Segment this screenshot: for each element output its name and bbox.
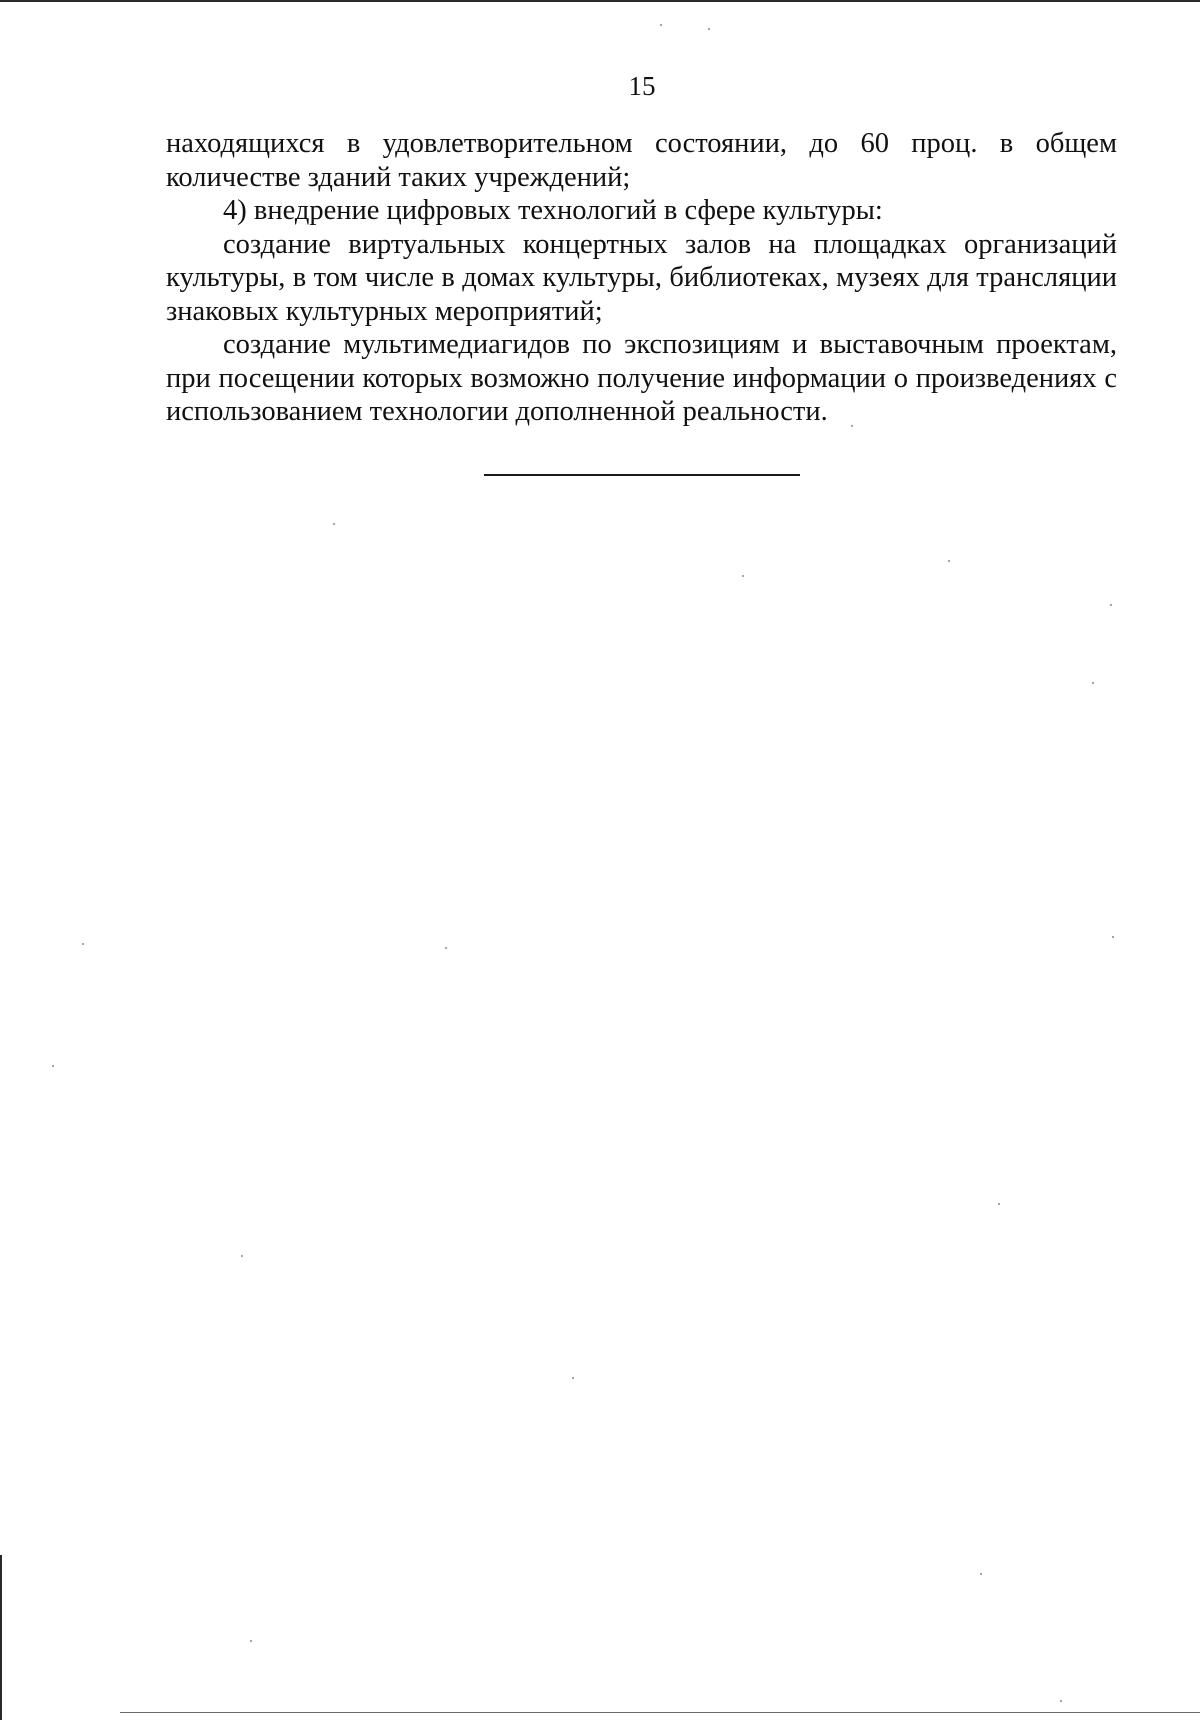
- scan-speck: [82, 943, 84, 945]
- scan-speck: [998, 1203, 1000, 1205]
- scan-edge-top: [0, 0, 1200, 2]
- scan-speck: [250, 1640, 252, 1642]
- paragraph-virtual-concert-halls: создание виртуальных концертных залов на площадках организаций культуры, в том числе в домах культуры, библиотеках, музеях для трансляции знаковых культурных мероприятий;: [166, 228, 1117, 327]
- scan-speck: [572, 1377, 574, 1379]
- scan-speck: [1112, 936, 1114, 938]
- end-separator-line: [484, 474, 800, 476]
- scan-speck: [52, 1065, 54, 1067]
- scan-edge-bottom: [120, 1712, 1200, 1713]
- scan-speck: [948, 560, 950, 562]
- scan-speck: [241, 1255, 243, 1257]
- scan-speck: [333, 523, 335, 525]
- scan-speck: [742, 575, 744, 577]
- page-number: 15: [628, 71, 656, 101]
- scan-speck: [1060, 1700, 1062, 1702]
- scan-edge-left: [0, 1555, 2, 1720]
- scan-speck: [660, 24, 662, 26]
- scan-speck: [980, 1573, 982, 1575]
- scan-speck: [1092, 682, 1094, 684]
- scan-speck: [445, 947, 447, 949]
- document-body: [166, 127, 1117, 429]
- paragraph-continuation: находящихся в удовлетворительном состоянии, до 60 проц. в общем количестве зданий таких учреждений;: [166, 128, 1117, 193]
- scan-speck: [708, 28, 710, 30]
- paragraph-item-4-heading: 4) внедрение цифровых технологий в сфере культуры:: [223, 195, 883, 226]
- scan-speck: [1110, 604, 1112, 606]
- paragraph-multimedia-guides: создание мультимедиагидов по экспозициям и выставочным проектам, при посещении которых возможно получение информации о произведениях с использованием технологии дополненной реальности.: [166, 329, 1117, 427]
- scan-speck: [851, 425, 853, 427]
